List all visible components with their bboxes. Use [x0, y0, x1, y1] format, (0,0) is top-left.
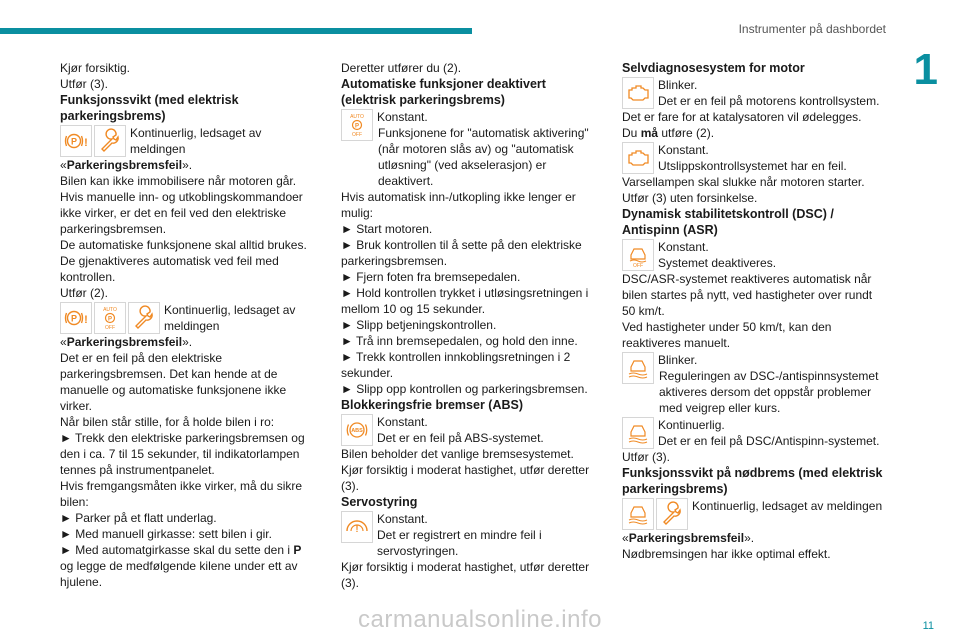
paragraph: ► Med manuell girkasse: sett bilen i gir.	[60, 527, 272, 541]
indicator-state: Kontinuerlig, ledsaget av meldingen	[164, 303, 296, 333]
svg-text:AUTO: AUTO	[103, 307, 117, 313]
message-text: Parkeringsbremsfeil	[66, 335, 183, 349]
svg-text:ABS: ABS	[351, 428, 363, 435]
paragraph: Utfør (2).	[60, 286, 108, 300]
text-span: utføre (2).	[658, 126, 715, 140]
svg-text:P: P	[107, 316, 113, 323]
paragraph: Deretter utfører du (2).	[341, 61, 462, 75]
quote-close: ».	[182, 158, 193, 172]
dsc-icon	[622, 352, 654, 384]
quote-open: «	[622, 531, 629, 545]
svg-text:P: P	[354, 123, 360, 130]
quote-close: ».	[744, 531, 755, 545]
paragraph: Ved hastigheter under 50 km/t, kan den reaktiveres manuelt.	[622, 320, 832, 350]
parking-brake-warning-icon	[60, 125, 92, 157]
indicator-row	[341, 511, 596, 559]
dsc-icon	[622, 498, 654, 530]
paragraph: Utslippskontrollsystemet har en feil.	[658, 159, 847, 173]
indicator-row	[60, 125, 312, 157]
indicator-state: Kontinuerlig.	[658, 418, 725, 432]
paragraph: Hvis manuelle inn- og utkoblingskommandoer ikke virker, er det en feil ved den elektriske parkeringsbremsen.	[60, 190, 303, 236]
paragraph: Hvis fremgangsmåten ikke virker, må du sikre bilen:	[60, 479, 303, 509]
paragraph: Utfør (3).	[60, 77, 108, 91]
indicator-state: Konstant.	[658, 143, 709, 157]
indicator-state: Blinker.	[658, 78, 698, 92]
paragraph: Når bilen står stille, for å holde bilen i ro:	[60, 415, 275, 429]
message-text: Parkeringsbremsfeil	[628, 531, 745, 545]
list-item: ► Slipp betjeningskontrollen.	[341, 318, 497, 332]
paragraph: Bilen kan ikke immobilisere når motoren går.	[60, 174, 297, 188]
message-text: Parkeringsbremsfeil	[66, 158, 183, 172]
heading-engine-diagnosis: Selvdiagnosesystem for motor	[622, 61, 805, 75]
steering-wheel-warning-icon	[341, 511, 373, 543]
quote-open: «	[60, 158, 67, 172]
paragraph: Varsellampen skal slukke når motoren starter.	[622, 175, 865, 189]
column-3	[622, 60, 884, 562]
message-line	[60, 157, 312, 173]
column-2	[341, 60, 596, 591]
wrench-icon	[128, 302, 160, 334]
svg-text:OFF: OFF	[633, 263, 643, 268]
paragraph: Kjør forsiktig.	[60, 61, 131, 75]
heading-parking-brake-fault: Funksjonssvikt (med elektrisk parkeringsbrems)	[60, 93, 239, 123]
parking-brake-warning-icon	[60, 302, 92, 334]
indicator-row	[622, 77, 884, 109]
svg-text:OFF: OFF	[352, 132, 362, 138]
text-emphasis: må	[640, 126, 659, 140]
paragraph: ► Parker på et flatt underlag.	[60, 511, 217, 525]
paragraph	[622, 125, 884, 141]
paragraph: Hvis automatisk inn-/utkopling ikke lenger er mulig:	[341, 190, 576, 220]
paragraph	[60, 542, 312, 590]
wrench-icon	[656, 498, 688, 530]
page-number: 11	[922, 620, 934, 632]
auto-park-off-icon	[94, 302, 126, 334]
list-item: ► Fjern foten fra bremsepedalen.	[341, 270, 521, 284]
indicator-state: Konstant.	[658, 240, 709, 254]
paragraph: De automatiske funksjonene skal alltid brukes.	[60, 238, 307, 252]
abs-icon	[341, 414, 373, 446]
indicator-row	[622, 142, 884, 174]
paragraph: Utfør (3) uten forsinkelse.	[622, 191, 758, 205]
indicator-state: Blinker.	[658, 353, 698, 367]
heading-auto-functions-disabled: Automatiske funksjoner deaktivert (elektrisk parkeringsbrems)	[341, 77, 546, 107]
list-item: ► Bruk kontrollen til å sette på den elektriske parkeringsbremsen.	[341, 238, 582, 268]
step-list	[341, 221, 596, 397]
paragraph: Kjør forsiktig i moderat hastighet, utfør deretter (3).	[341, 463, 590, 493]
column-1	[60, 60, 312, 590]
dsc-icon	[622, 417, 654, 449]
svg-text:AUTO: AUTO	[350, 114, 364, 120]
indicator-state: Konstant.	[377, 415, 428, 429]
svg-text:!: !	[84, 137, 88, 149]
indicator-state: Konstant.	[377, 110, 428, 124]
paragraph: Det er en feil på ABS-systemet.	[377, 431, 544, 445]
paragraph: Det er fare for at katalysatoren vil ødelegges.	[622, 110, 862, 124]
paragraph: Det er en feil på den elektriske parkeringsbremsen. Det kan hende at de manuelle og automatiske funksjonene ikke virker.	[60, 351, 287, 413]
heading-emergency-brake-fault: Funksjonssvikt på nødbrems (med elektrisk parkeringsbrems)	[622, 466, 883, 496]
wrench-icon	[94, 125, 126, 157]
quote-open: «	[60, 335, 67, 349]
dsc-off-icon	[622, 239, 654, 271]
paragraph: ► Trekk den elektriske parkeringsbremsen og den i ca. 7 til 15 sekunder, til indikatorlampen tennes på instrumentpanelet.	[60, 431, 305, 477]
header-accent-bar	[0, 28, 472, 34]
auto-park-off-icon	[341, 109, 373, 141]
indicator-row	[60, 302, 312, 334]
paragraph: Det er en feil på DSC/Antispinn-systemet.	[658, 434, 880, 448]
indicator-state: Kontinuerlig, ledsaget av meldingen	[130, 126, 262, 156]
indicator-state: Kontinuerlig, ledsaget av meldingen	[692, 499, 883, 513]
chapter-number: 1	[913, 45, 938, 94]
indicator-row	[622, 498, 884, 530]
svg-text:P: P	[70, 313, 78, 324]
watermark: carmanualsonline.info	[358, 606, 602, 633]
paragraph: Utfør (3).	[622, 450, 670, 464]
indicator-row	[341, 414, 596, 446]
text-span: ► Med automatgirkasse skal du sette den i	[60, 543, 294, 557]
paragraph: Systemet deaktiveres.	[658, 256, 777, 270]
svg-text:P: P	[70, 136, 78, 147]
svg-text:!: !	[84, 314, 88, 326]
list-item: ► Hold kontrollen trykket i utløsingsretningen i mellom 10 og 15 sekunder.	[341, 286, 589, 316]
paragraph: Nødbremsingen har ikke optimal effekt.	[622, 547, 831, 561]
svg-text:OFF: OFF	[105, 325, 115, 331]
heading-abs: Blokkeringsfrie bremser (ABS)	[341, 398, 524, 412]
heading-power-steering: Servostyring	[341, 495, 418, 509]
engine-icon	[622, 142, 654, 174]
paragraph: Det er en feil på motorens kontrollsystem.	[658, 94, 880, 108]
text-span: og legge de medfølgende kilene under ett av hjulene.	[60, 559, 298, 589]
paragraph: Det er registrert en mindre feil i servostyringen.	[377, 528, 542, 558]
indicator-row	[622, 239, 884, 271]
paragraph: Funksjonene for "automatisk aktivering" (når motoren slås av) og "automatisk utløsning" (ved akselerasjon) er deaktivert.	[378, 126, 589, 188]
indicator-state: Konstant.	[377, 512, 428, 526]
text-span: Du	[622, 126, 641, 140]
list-item: ► Trekk kontrollen innkoblingsretningen i 2 sekunder.	[341, 350, 571, 380]
quote-close: ».	[182, 335, 193, 349]
message-line	[60, 334, 312, 350]
heading-dsc-asr: Dynamisk stabilitetskontroll (DSC) / Antispinn (ASR)	[622, 207, 834, 237]
gear-letter: P	[293, 543, 302, 557]
list-item: ► Slipp opp kontrollen og parkeringsbremsen.	[341, 382, 588, 396]
engine-icon	[622, 77, 654, 109]
paragraph: Kjør forsiktig i moderat hastighet, utfør deretter (3).	[341, 560, 590, 590]
list-item: ► Trå inn bremsepedalen, og hold den inne.	[341, 334, 578, 348]
paragraph: De gjenaktiveres automatisk ved feil med kontrollen.	[60, 254, 279, 284]
paragraph: Bilen beholder det vanlige bremsesystemet.	[341, 447, 574, 461]
list-item: ► Start motoren.	[341, 222, 433, 236]
section-title: Instrumenter på dashbordet	[738, 22, 886, 36]
message-line	[622, 530, 884, 546]
paragraph: Reguleringen av DSC-/antispinnsystemet aktiveres dersom det oppstår problemer med veigrep eller kurs.	[659, 369, 879, 415]
paragraph: DSC/ASR-systemet reaktiveres automatisk når bilen startes på nytt, ved hastigheter over rundt 50 km/t.	[622, 272, 873, 318]
indicator-row	[622, 417, 884, 449]
svg-text:!: !	[355, 524, 359, 534]
